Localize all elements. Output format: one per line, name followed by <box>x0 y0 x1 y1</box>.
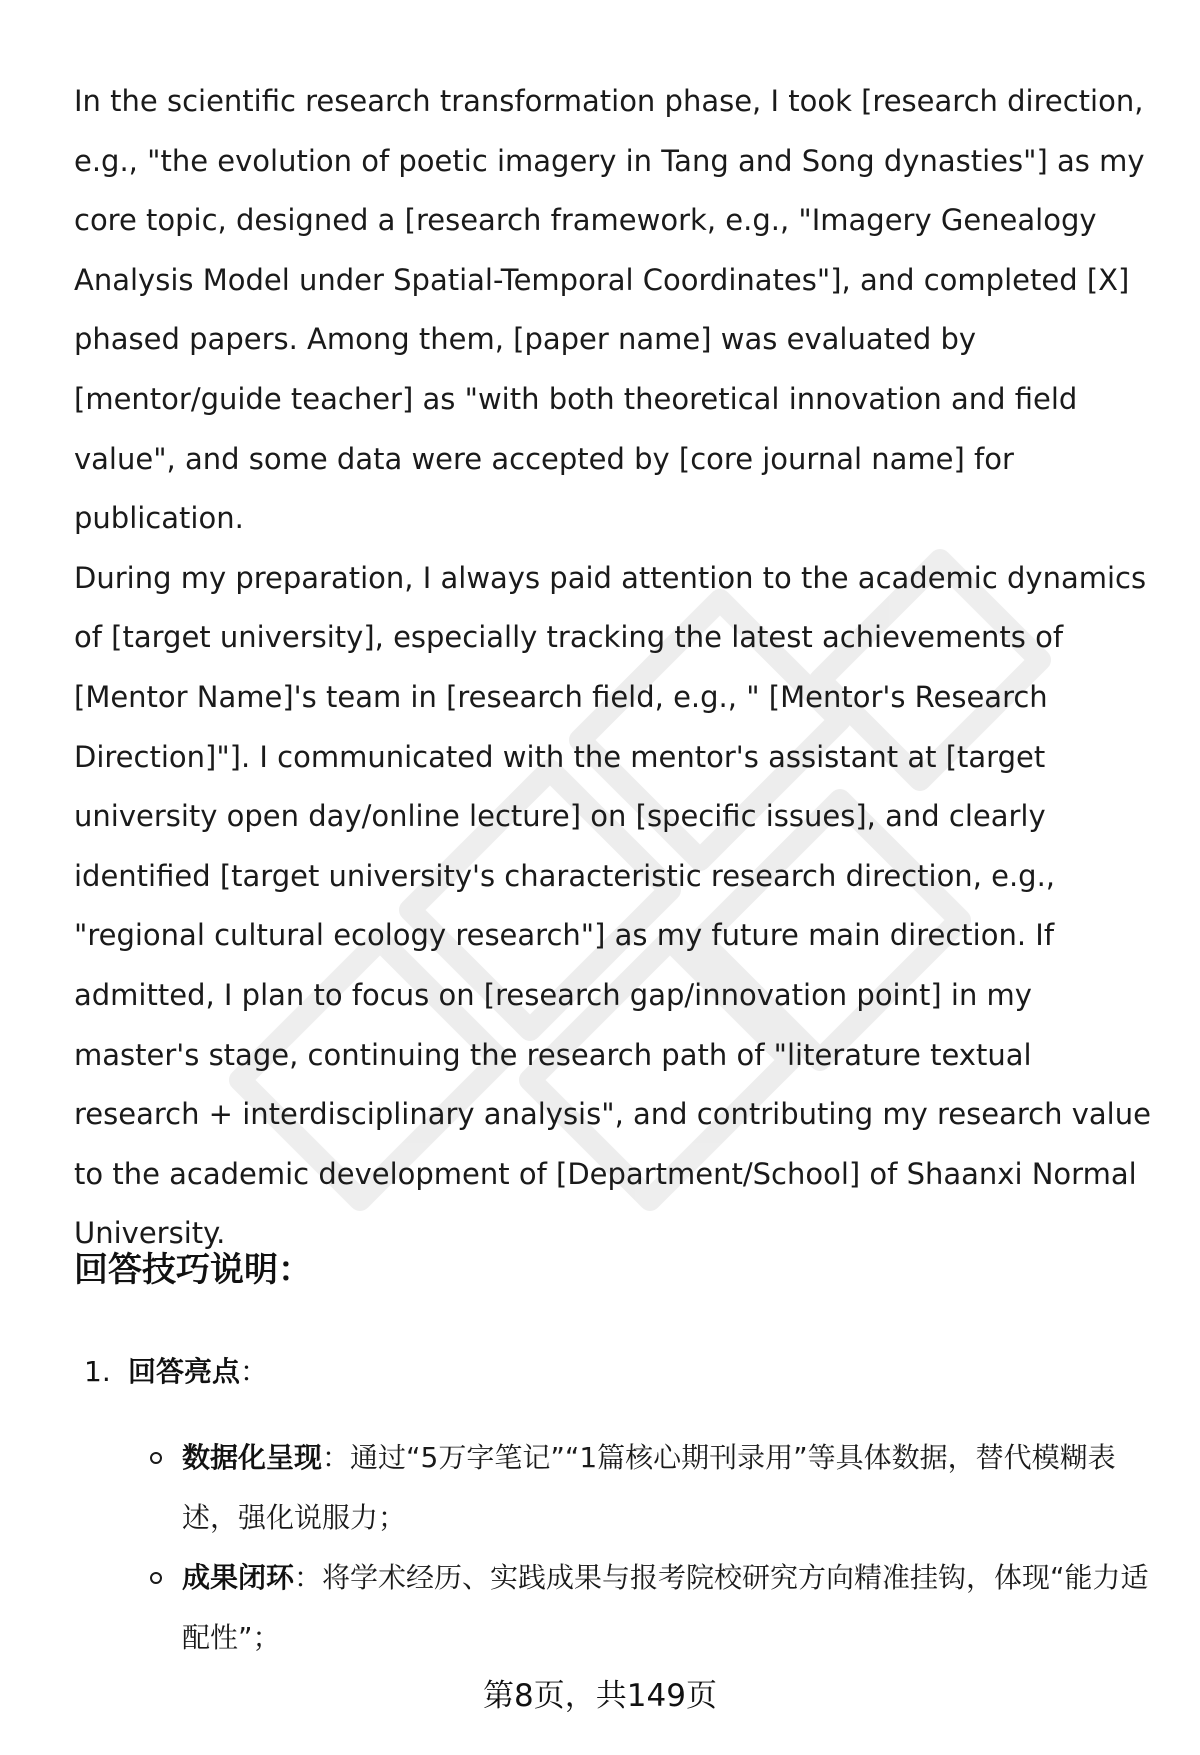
paragraph-preparation: During my preparation, I always paid attention to the academic dynamics of [target university], especially tracking the latest achievements of [Mentor Name]'s team in [research field, e.g., " [Mentor's Research Direction]"]. I communicated with the mentor's assistant at [target university open day/online lecture] on [specific issues], and clearly identified [target university's characteristic research direction, e.g., "regional cultural ecology research"] as my future main direction. If admitted, I plan to focus on [research gap/innovation point] in my master's stage, continuing the research path of "literature textual research + interdisciplinary analysis", and contributing my research value to the academic development of [Department/School] of Shaanxi Normal University. <box>74 560 1151 1251</box>
sublist-item-results-loop <box>150 1548 1150 1668</box>
sublist-item-colon: ： <box>294 1561 323 1594</box>
circle-bullet-icon <box>150 1452 162 1464</box>
list-number: 1. <box>84 1355 111 1388</box>
sublist-item-title: 数据化呈现 <box>182 1441 323 1474</box>
sublist-item-text: 通过“5万字笔记”“1篇核心期刊录用”等具体数据，替代模糊表述，强化说服力； <box>182 1441 1116 1534</box>
sublist-item-text: 将学术经历、实践成果与报考院校研究方向精准挂钩，体现“能力适配性”； <box>182 1561 1149 1654</box>
sublist-item-data-presentation <box>150 1428 1150 1548</box>
section-heading: 回答技巧说明： <box>74 1250 312 1290</box>
page-footer: 第8页，共149页 <box>483 1678 717 1714</box>
sublist-item-title: 成果闭环 <box>182 1561 295 1594</box>
highlights-sublist <box>150 1428 1150 1668</box>
paragraph-research-phase: In the scientific research transformation phase, I took [research direction, e.g., "the evolution of poetic imagery in Tang and Song dynasties"] as my core topic, designed a [research framework, e.g., "Imagery Genealogy Analysis Model under Spatial-Temporal Coordinates"], and completed [X] phased papers. Among them, [paper name] was evaluated by [mentor/guide teacher] as "with both theoretical innovation and field value", and some data were accepted by [core journal name] for publication. <box>74 84 1145 536</box>
circle-bullet-icon <box>150 1572 162 1584</box>
body-text <box>74 72 1164 1264</box>
list-item-title: 回答亮点 <box>128 1355 241 1388</box>
list-item-answer-highlights <box>84 1344 268 1400</box>
list-item-colon: ： <box>240 1355 269 1388</box>
sublist-item-colon: ： <box>322 1441 351 1474</box>
